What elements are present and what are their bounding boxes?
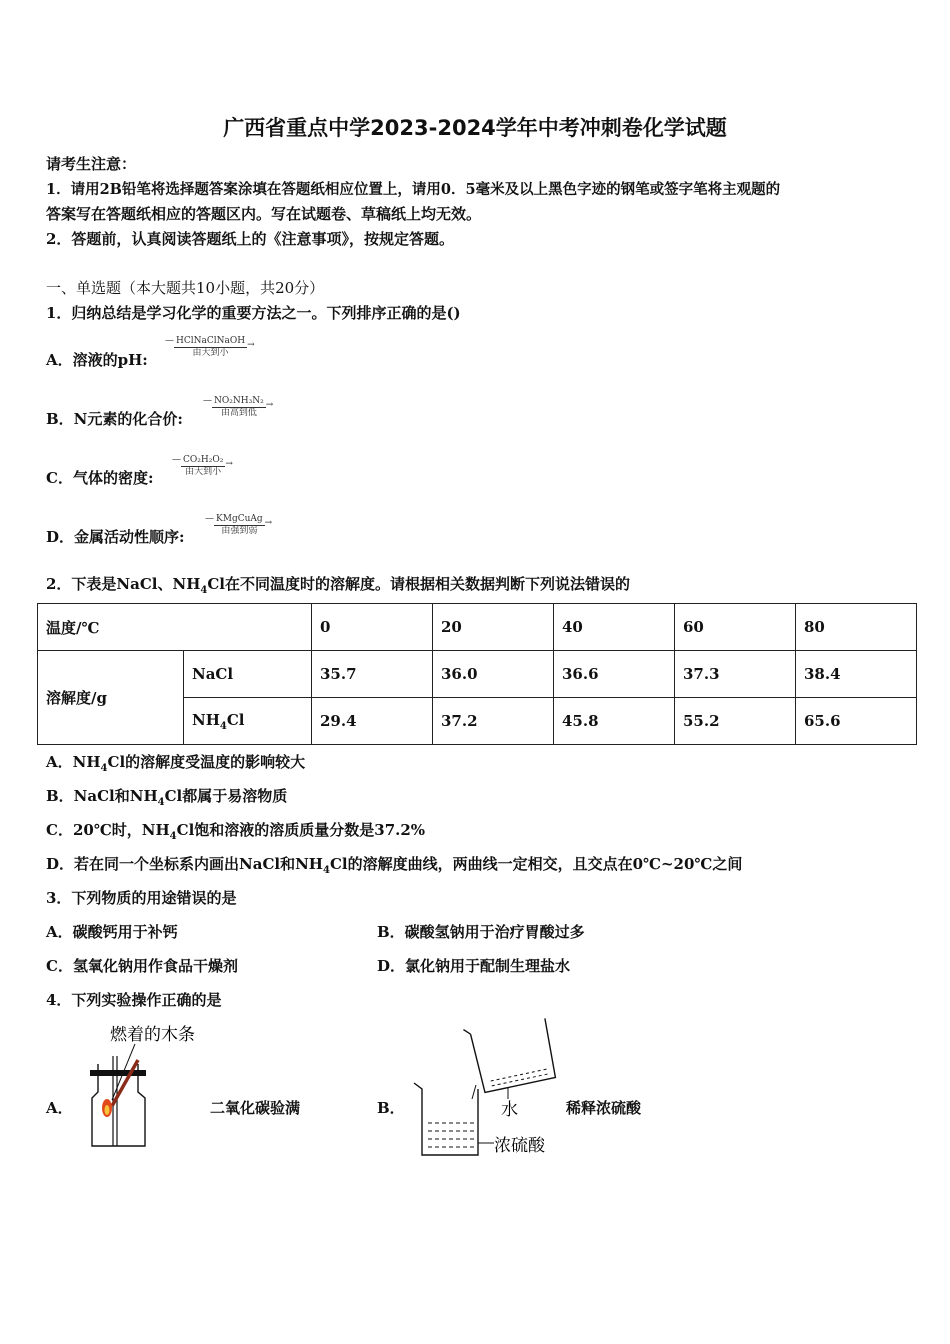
table-cell: 37.2 <box>433 698 554 745</box>
table-row-label-nh4cl: $NH_4Cl$ <box>184 698 312 745</box>
q1-option-b-arrow: — NO₂NH₃N₂ 由高到低 → <box>203 396 274 418</box>
q1-option-d: D．金属活动性顺序: <box>46 528 185 546</box>
dilution-figure <box>408 1015 568 1160</box>
burning-stick-label: 燃着的木条 <box>110 1025 195 1045</box>
table-cell: 36.0 <box>433 651 554 698</box>
q1-option-d-arrow: — KMgCuAg 由强到弱 → <box>205 514 273 536</box>
table-cell: 80 <box>796 604 917 651</box>
tilted-beaker <box>463 1015 557 1094</box>
q4-option-a-caption: 二氧化碳验满 <box>210 1099 301 1117</box>
table-cell: 40 <box>554 604 675 651</box>
q4-option-b-caption: 稀释浓硫酸 <box>566 1099 642 1117</box>
wooden-stick <box>112 1060 138 1106</box>
notice-line-1b: 答案写在答题纸相应的答题区内。写在试题卷、草稿纸上均无效。 <box>46 205 482 223</box>
q4-option-a-label: A． <box>46 1099 73 1117</box>
beaker <box>414 1083 478 1155</box>
table-cell: 20 <box>433 604 554 651</box>
table-header-temp: 温度/℃ <box>38 604 312 651</box>
q1-option-c-arrow: — CO₂H₂O₂ 由大到小 → <box>172 455 233 477</box>
q1-option-a: A．溶液的pH: <box>46 351 148 369</box>
co2-test-figure <box>80 1018 220 1153</box>
q1-d-arrow-bottom: 由强到弱 <box>221 526 258 536</box>
table-cell: 37.3 <box>675 651 796 698</box>
table-cell: 55.2 <box>675 698 796 745</box>
pour-stream <box>472 1085 476 1099</box>
q1-option-c: C．气体的密度: <box>46 469 154 487</box>
table-row <box>38 651 917 698</box>
q1-option-b: B．N元素的化合价: <box>46 410 183 428</box>
notice-line-2: 2．答题前，认真阅读答题纸上的《注意事项》，按规定答题。 <box>46 230 454 248</box>
q3-option-b: B．碳酸氢钠用于治疗胃酸过多 <box>377 923 585 941</box>
q4-stem: 4．下列实验操作正确的是 <box>46 991 222 1009</box>
solubility-table <box>37 603 917 745</box>
q2-option-a: A．$NH_4Cl$的溶解度受温度的影响较大 <box>46 753 306 774</box>
q2-option-b: B．NaCl和$NH_4Cl$都属于易溶物质 <box>46 787 288 808</box>
table-cell: 60 <box>675 604 796 651</box>
table-cell: 35.7 <box>312 651 433 698</box>
q1-b-arrow-top: NO₂NH₃N₂ <box>214 396 264 406</box>
q3-stem: 3．下列物质的用途错误的是 <box>46 889 237 907</box>
gas-bottle <box>92 1064 145 1146</box>
q1-c-arrow-top: CO₂H₂O₂ <box>183 455 224 465</box>
water-label: 水 <box>501 1100 518 1120</box>
table-cell: 0 <box>312 604 433 651</box>
q3-option-d: D．氯化钠用于配制生理盐水 <box>377 957 571 975</box>
table-cell: 29.4 <box>312 698 433 745</box>
table-cell: 45.8 <box>554 698 675 745</box>
section-heading: 一、单选题（本大题共10小题，共20分） <box>46 279 325 297</box>
q3-option-a: A．碳酸钙用于补钙 <box>46 923 178 941</box>
notice-line-1a: 1．请用2B铅笔将选择题答案涂填在答题纸相应位置上，请用0．5毫米及以上黑色字迹的钢笔或签字笔将主观题的 <box>46 181 781 198</box>
flame-core <box>105 1105 110 1115</box>
notice-heading: 请考生注意： <box>46 155 137 173</box>
q2-option-c: C．20℃时，$NH_4Cl$饱和溶液的溶质质量分数是37.2% <box>46 821 426 842</box>
page-title: 广西省重点中学2023-2024学年中考冲刺卷化学试题 <box>223 116 727 140</box>
q2-stem: 2．下表是NaCl、$NH_4Cl$在不同温度时的溶解度。请根据相关数据判断下列说法错误的 <box>46 575 630 596</box>
q1-stem: 1．归纳总结是学习化学的重要方法之一。下列排序正确的是() <box>46 304 461 322</box>
q1-a-arrow-top: HClNaClNaOH <box>176 336 246 346</box>
q1-option-a-arrow: — HClNaClNaOH 由大到小 → <box>165 336 255 358</box>
q3-option-c: C．氢氧化钠用作食品干燥剂 <box>46 957 238 975</box>
glass-plate <box>90 1070 146 1076</box>
q1-c-arrow-bottom: 由大到小 <box>185 467 222 477</box>
acid-label: 浓硫酸 <box>494 1136 545 1156</box>
q4-option-b-label: B． <box>377 1099 405 1117</box>
table-cell: 38.4 <box>796 651 917 698</box>
table-cell: 65.6 <box>796 698 917 745</box>
table-cell: 36.6 <box>554 651 675 698</box>
table-row-label-nacl: NaCl <box>184 651 312 698</box>
q1-b-arrow-bottom: 由高到低 <box>220 408 257 418</box>
q1-d-arrow-top: KMgCuAg <box>216 514 263 524</box>
q2-option-d: D．若在同一个坐标系内画出NaCl和$NH_4Cl$的溶解度曲线，两曲线一定相交，且交点在0℃~20℃之间 <box>46 855 743 876</box>
table-header-solubility: 溶解度/g <box>38 651 184 745</box>
table-row <box>38 604 917 651</box>
q1-a-arrow-bottom: 由大到小 <box>192 348 229 358</box>
